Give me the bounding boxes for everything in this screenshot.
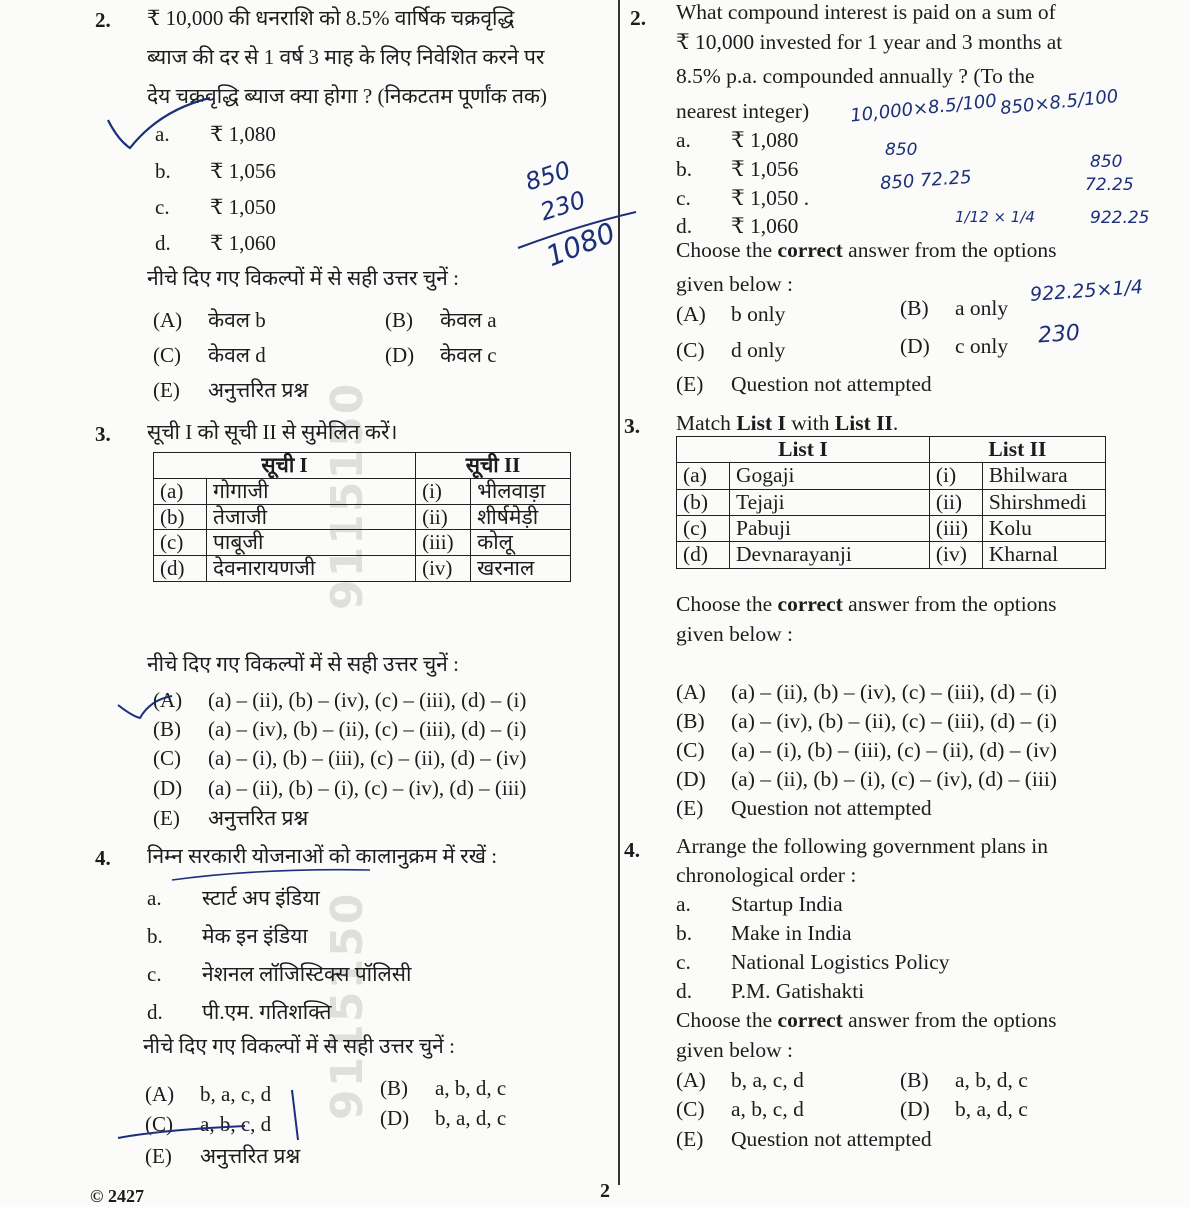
question-part: with [785,411,835,435]
answer-choice [900,334,1008,360]
table-cell: Shirshmedi [982,489,1105,515]
choice-value: b, a, d, c [435,1106,507,1130]
list-item [676,950,950,976]
choice-value: (a) – (i), (b) – (iii), (c) – (ii), (d) – (iv) [208,746,527,770]
option-letter: b. [155,159,171,183]
choice-label: (D) [900,334,930,358]
choice-value: केवल d [208,343,266,367]
instruction-text: नीचे दिए गए विकल्पों में से सही उत्तर चुनें : [143,1034,455,1058]
item-letter: b. [147,924,163,948]
option-letter: d. [676,214,693,238]
handwritten-note: 850 [1090,152,1123,172]
answer-choice [676,1068,804,1094]
choice-label: (A) [676,680,706,704]
item-value: नेशनल लॉजिस्टिक्स पॉलिसी [202,962,412,986]
handwritten-note: 922.25×1/4 [1029,276,1144,306]
table-cell: (d) [154,556,207,582]
choice-value: a, b, d, c [435,1076,507,1100]
choice-value: a, b, d, c [955,1068,1028,1092]
table-cell: देवनारायणजी [207,556,416,582]
choice-label: (C) [145,1112,173,1136]
answer-choice [900,296,1008,322]
table-cell: तेजाजी [207,504,416,530]
question-text: Arrange the following government plans in [676,834,1048,858]
option-value: ₹ 1,056 [731,157,799,181]
table-cell: (iii) [929,516,982,542]
page-number: 2 [600,1180,610,1202]
table-cell: (iv) [929,542,982,568]
option-value: ₹ 1,060 [210,231,276,255]
item-letter: a. [676,892,691,916]
choice-value: (a) – (ii), (b) – (i), (c) – (iv), (d) – (iii) [731,767,1057,791]
question-number: 4. [624,838,641,862]
match-table [676,436,1106,569]
item-letter: b. [676,921,693,945]
choice-label: (E) [145,1144,172,1168]
choice-value: (a) – (i), (b) – (iii), (c) – (ii), (d) – (iv) [731,738,1057,762]
option-value: ₹ 1,056 [210,159,276,183]
option-letter: d. [155,231,171,255]
answer-choice [380,1106,506,1131]
choice-label: (A) [676,1068,706,1092]
answer-choice [153,717,526,742]
choice-label: (A) [676,302,706,326]
handwritten-note: 1080 [541,215,620,274]
handwritten-note: 922.25 [1090,208,1150,228]
handwritten-note: 230 [1037,320,1081,349]
choice-value: (a) – (iv), (b) – (ii), (c) – (iii), (d) – (i) [208,717,527,741]
choice-value: अनुत्तरित प्रश्न [208,806,309,830]
table-cell: Tejaji [730,489,930,515]
choice-label: (D) [380,1106,410,1130]
choice-label: (E) [676,796,704,820]
handwritten-note: 72.25 [1085,175,1134,195]
table-cell: Bhilwara [982,463,1105,489]
question-part: . [892,411,899,435]
option-item [676,157,798,183]
option-item [155,122,276,147]
answer-choice [676,302,785,328]
question-text: ₹ 10,000 की धनराशि को 8.5% वार्षिक चक्रवृद्धि [147,6,515,30]
option-item [155,231,276,256]
list-item [147,1000,331,1025]
table-cell: खरनाल [471,556,571,582]
question-number: 4. [95,846,111,870]
answer-choice [380,1076,506,1101]
choice-value: a, b, c, d [200,1112,272,1136]
choice-label: (C) [676,738,705,762]
instruction-text [676,592,1136,618]
instruction-part: answer from the options [842,592,1057,616]
instruction-bold: correct [777,592,843,616]
choice-label: (B) [380,1076,408,1100]
watermark: 9115150 [322,381,373,610]
question-text: chronological order : [676,863,857,887]
item-value: पी.एम. गतिशक्ति [202,1000,332,1024]
choice-label: (E) [676,372,704,396]
footer-code: © 2427 [90,1186,144,1206]
table-header-row [677,437,1106,463]
table-header: सूची I [154,453,416,479]
question-text: 8.5% p.a. compounded annually ? (To the [676,64,1035,88]
item-value: मेक इन इंडिया [202,924,308,948]
choice-value: a only [955,296,1009,320]
choice-label: (E) [676,1127,704,1151]
choice-label: (B) [900,296,929,320]
option-letter: c. [676,186,691,210]
option-letter: a. [676,128,691,152]
table-cell: (a) [677,463,730,489]
choice-label: (C) [153,746,181,770]
match-table [153,452,571,582]
list-item [676,979,864,1005]
instruction-text: नीचे दिए गए विकल्पों में से सही उत्तर चुनें : [147,652,459,676]
choice-label: (D) [153,776,183,800]
answer-choice [153,806,308,831]
choice-value: (a) – (iv), (b) – (ii), (c) – (iii), (d) – (i) [731,709,1057,733]
list-item [676,921,852,947]
table-cell: Pabuji [730,516,930,542]
instruction-text: given below : [676,622,794,646]
table-cell: Devnarayanji [730,542,930,568]
handwritten-note: 850 [521,155,575,197]
question-part: Match [676,411,737,435]
handwritten-note: 850×8.5/100 [999,85,1120,120]
handwritten-note: 850 72.25 [879,166,973,195]
item-letter: a. [147,886,162,910]
instruction-text: नीचे दिए गए विकल्पों में से सही उत्तर चुनें : [147,266,459,290]
table-cell: (ii) [929,489,982,515]
choice-label: (C) [153,343,181,367]
choice-label: (A) [153,308,183,332]
instruction-text [676,1008,1136,1034]
question-text: ₹ 10,000 invested for 1 year and 3 months at [676,30,1063,54]
instruction-part: Choose the [676,1008,778,1032]
choice-label: (B) [676,709,705,733]
choice-label: (A) [145,1082,175,1106]
table-row [677,463,1106,489]
option-value: ₹ 1,060 [731,214,799,238]
column-divider [618,0,620,1185]
table-row [677,489,1106,515]
choice-value: केवल c [440,343,497,367]
option-item [676,186,809,212]
choice-value: b, a, c, d [200,1082,272,1106]
table-row [154,530,571,556]
question-text: सूची I को सूची II से सुमेलित करें। [147,420,398,444]
answer-choice [676,738,1057,764]
list-item [147,886,320,911]
table-cell: (c) [154,530,207,556]
list-item [147,962,411,987]
answer-choice [153,746,526,771]
option-item [676,128,798,154]
choice-value: (a) – (ii), (b) – (iv), (c) – (iii), (d) – (i) [731,680,1057,704]
instruction-bold: correct [777,1008,843,1032]
answer-choice [385,308,497,333]
item-value: P.M. Gatishakti [731,979,865,1003]
table-header: सूची II [416,453,571,479]
answer-choice [676,1127,932,1153]
answer-choice [676,372,932,398]
table-cell: भीलवाड़ा [471,478,571,504]
table-cell: शीर्षमेड़ी [471,504,571,530]
answer-choice [145,1112,271,1137]
choice-label: (A) [153,688,183,712]
option-value: ₹ 1,080 [731,128,799,152]
question-text [676,411,898,437]
choice-label: (C) [676,338,705,362]
question-text: ब्याज की दर से 1 वर्ष 3 माह के लिए निवेशित करने पर [147,45,545,69]
choice-label: (C) [676,1097,705,1121]
handwritten-note: 230 [536,185,590,227]
answer-choice [153,378,308,403]
table-cell: (ii) [416,504,471,530]
choice-label: (B) [153,717,181,741]
table-cell: कोलू [471,530,571,556]
answer-choice [145,1144,300,1169]
question-bold: List II [834,411,893,435]
choice-label: (B) [385,308,413,332]
answer-choice [900,1068,1028,1094]
question-text: What compound interest is paid on a sum of [676,0,1056,24]
table-row [677,542,1106,568]
handwritten-note: 1/12 × 1/4 [955,208,1035,226]
answer-choice [153,688,526,713]
table-row [154,556,571,582]
table-row [154,478,571,504]
choice-label: (D) [385,343,415,367]
instruction-text [676,238,1136,264]
choice-value: Question not attempted [731,796,932,820]
question-text: देय चक्रवृद्धि ब्याज क्या होगा ? (निकटतम पूर्णांक तक) [147,84,548,108]
option-letter: a. [155,122,170,146]
option-letter: c. [155,195,170,219]
choice-label: (E) [153,806,180,830]
option-letter: b. [676,157,693,181]
choice-value: अनुत्तरित प्रश्न [208,378,309,402]
answer-choice [676,338,785,364]
choice-value: केवल b [208,308,266,332]
instruction-part: Choose the [676,592,778,616]
question-number: 3. [624,414,641,438]
table-cell: Kolu [982,516,1105,542]
choice-value: (a) – (ii), (b) – (i), (c) – (iv), (d) – (iii) [208,776,527,800]
handwritten-note: 850 [885,140,918,160]
option-item [155,195,276,220]
item-letter: d. [147,1000,163,1024]
item-value: Startup India [731,892,843,916]
answer-choice [153,343,266,368]
instruction-part: answer from the options [842,238,1057,262]
answer-choice [676,1097,804,1123]
answer-choice [153,776,526,801]
answer-choice [145,1082,271,1107]
question-bold: List I [736,411,786,435]
question-number: 2. [95,8,111,32]
table-cell: (a) [154,478,207,504]
choice-label: (E) [153,378,180,402]
table-cell: (iv) [416,556,471,582]
choice-value: (a) – (ii), (b) – (iv), (c) – (iii), (d) – (i) [208,688,527,712]
question-number: 2. [630,6,647,30]
question-number: 3. [95,422,111,446]
table-cell: (d) [677,542,730,568]
answer-choice [676,767,1057,793]
choice-value: a, b, c, d [731,1097,804,1121]
choice-value: d only [731,338,786,362]
option-value: ₹ 1,050 [210,195,276,219]
table-header-row [154,453,571,479]
item-value: National Logistics Policy [731,950,950,974]
instruction-part: answer from the options [842,1008,1057,1032]
item-letter: d. [676,979,693,1003]
table-row [677,516,1106,542]
list-item [676,892,843,918]
answer-choice [385,343,497,368]
instruction-part: Choose the [676,238,778,262]
choice-label: (D) [676,767,706,791]
choice-value: अनुत्तरित प्रश्न [200,1144,301,1168]
item-letter: c. [676,950,691,974]
choice-label: (D) [900,1097,930,1121]
question-text: nearest integer) [676,99,810,123]
choice-value: c only [955,334,1009,358]
option-item [155,159,276,184]
option-value: ₹ 1,050 . [731,186,810,210]
table-cell: (b) [677,489,730,515]
choice-value: b, a, d, c [955,1097,1028,1121]
watermark: 9115150 [322,891,373,1120]
table-header: List I [677,437,930,463]
choice-value: केवल a [440,308,497,332]
list-item [147,924,308,949]
item-value: स्टार्ट अप इंडिया [202,886,320,910]
item-value: Make in India [731,921,852,945]
choice-value: Question not attempted [731,372,932,396]
choice-value: b only [731,302,786,326]
option-value: ₹ 1,080 [210,122,276,146]
question-text: निम्न सरकारी योजनाओं को कालानुक्रम में रखें : [147,844,498,868]
answer-choice [676,796,932,822]
table-cell: (iii) [416,530,471,556]
table-cell: गोगाजी [207,478,416,504]
table-cell: Kharnal [982,542,1105,568]
table-cell: (i) [416,478,471,504]
answer-choice [153,308,266,333]
choice-label: (B) [900,1068,929,1092]
table-cell: (c) [677,516,730,542]
answer-choice [676,709,1057,735]
table-cell: (b) [154,504,207,530]
handwritten-note: 10,000×8.5/100 [849,90,998,127]
instruction-text: given below : [676,1038,794,1062]
choice-value: b, a, c, d [731,1068,804,1092]
item-letter: c. [147,962,162,986]
table-row [154,504,571,530]
option-item [676,214,798,240]
table-cell: (i) [929,463,982,489]
table-cell: पाबूजी [207,530,416,556]
choice-value: Question not attempted [731,1127,932,1151]
table-header: List II [929,437,1105,463]
answer-choice [900,1097,1028,1123]
instruction-bold: correct [777,238,843,262]
instruction-text: given below : [676,272,794,296]
answer-choice [676,680,1057,706]
table-cell: Gogaji [730,463,930,489]
